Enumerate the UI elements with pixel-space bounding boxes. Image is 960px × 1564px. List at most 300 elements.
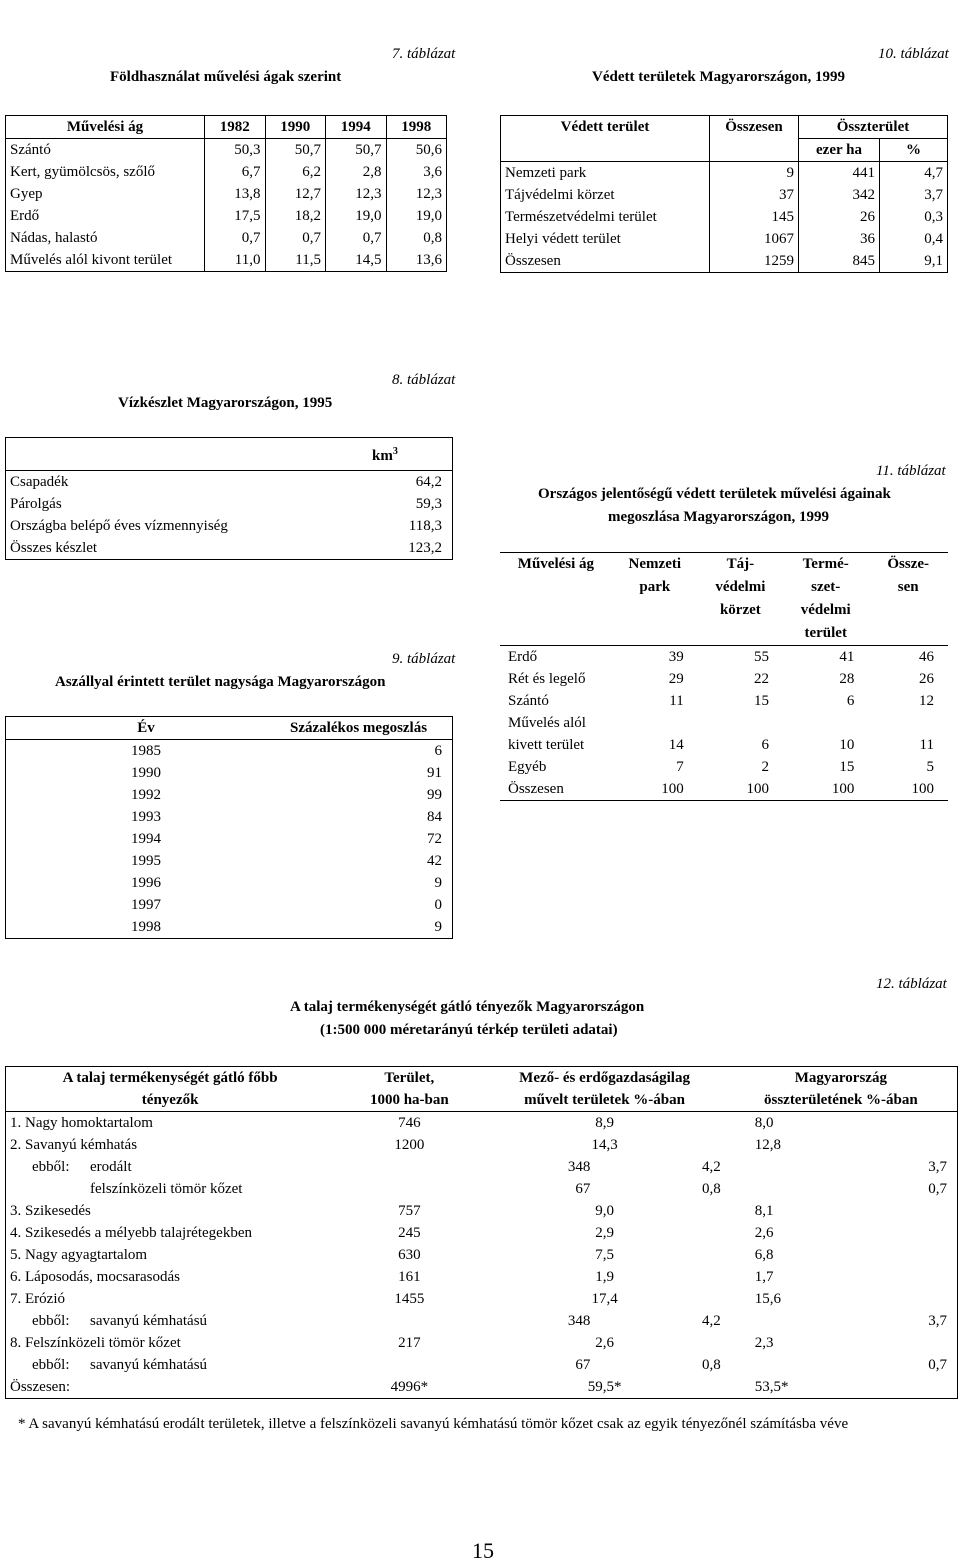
row-label-text: erodált [90, 1159, 132, 1175]
table-cell: 3,7 [725, 1310, 958, 1332]
table-cell: 19,0 [386, 205, 447, 227]
row-label: Összesen [501, 250, 710, 273]
protected-land-use-table [500, 552, 948, 801]
table-cell: 245 [398, 1225, 421, 1241]
table-cell: 11 [669, 693, 684, 709]
table-cell: 15,6 [725, 1288, 958, 1310]
row-label [6, 1310, 335, 1332]
table-cell: 42 [260, 850, 453, 872]
table-cell: 123,2 [314, 537, 453, 560]
table-cell: 50,6 [386, 139, 447, 162]
row-label: 1998 [6, 916, 261, 939]
table-cell: 64,2 [314, 471, 453, 494]
column-header [612, 553, 698, 646]
table-cell: 53,5* [725, 1376, 958, 1399]
row-label [6, 1332, 335, 1354]
table-cell: 84 [260, 806, 453, 828]
table-body [6, 139, 447, 272]
table-cell: 3,6 [386, 161, 447, 183]
t7-label: 7. táblázat [392, 46, 456, 62]
table-cell: 12 [919, 693, 934, 709]
table-cell: 161 [398, 1269, 421, 1285]
unit-header [314, 438, 453, 471]
table-body [6, 740, 453, 939]
table-body [501, 162, 948, 273]
column-header-line: védelmi [800, 602, 851, 618]
table-cell: 1067 [710, 228, 799, 250]
table-cell: 3,7 [880, 184, 948, 206]
table-cell: 59,5* [587, 1379, 622, 1395]
table-body [500, 646, 948, 801]
column-header: 1990 [265, 116, 326, 139]
table-row [501, 250, 948, 273]
row-label: Összes készlet [6, 537, 315, 560]
table-row [6, 1200, 958, 1222]
table-subheader-row [501, 139, 948, 162]
table-cell: 55 [754, 649, 770, 665]
table-cell: 36 [799, 228, 880, 250]
table-cell: 15 [839, 759, 855, 775]
table-cell: 13,6 [386, 249, 447, 272]
table-cell: 13,8 [205, 183, 266, 205]
table-cell: 7 [676, 759, 684, 775]
row-label: kivett terület [508, 737, 585, 753]
table-header-row [6, 116, 447, 139]
t12-label: 12. táblázat [876, 976, 947, 992]
table-header-row [6, 1089, 958, 1112]
t8-title: Vízkészlet Magyarországon, 1995 [118, 395, 333, 411]
table-row [6, 1288, 958, 1310]
table-cell: 67 [575, 1357, 591, 1373]
table-cell: 8,0 [725, 1112, 958, 1135]
table-cell: 0,7 [205, 227, 266, 249]
column-header: 1998 [386, 116, 447, 139]
table-cell: 1,7 [725, 1266, 958, 1288]
table-cell: 59,3 [314, 493, 453, 515]
column-subheader: ezer ha [799, 139, 880, 162]
row-label-text: Összesen: [10, 1379, 70, 1395]
table-cell: 72 [260, 828, 453, 850]
table-cell: 0,8 [701, 1181, 721, 1197]
t11-label: 11. táblázat [876, 463, 946, 479]
row-label: Tájvédelmi körzet [501, 184, 710, 206]
table-cell: 2,9 [595, 1225, 614, 1241]
table-row [500, 690, 948, 712]
column-header-line: Nemzeti [628, 556, 682, 572]
row-label: 1996 [6, 872, 261, 894]
table-cell: 12,7 [265, 183, 326, 205]
row-label-text: 6. Láposodás, mocsarasodás [10, 1269, 180, 1285]
table-cell: 9 [710, 162, 799, 185]
table-header-row [6, 717, 453, 740]
table-row [500, 668, 948, 690]
table-cell: 9,1 [880, 250, 948, 273]
table-cell: 2,6 [595, 1335, 614, 1351]
table-cell: 14,3 [591, 1137, 618, 1153]
column-header: Művelési ág [6, 116, 205, 139]
table-cell: 1259 [710, 250, 799, 273]
table-row [6, 1112, 958, 1135]
protected-areas-table [500, 115, 948, 273]
table-cell: 4,7 [880, 162, 948, 185]
column-header: művelt területek %-ában [524, 1092, 685, 1108]
table-cell: 39 [668, 649, 684, 665]
page-number: 15 [472, 1538, 494, 1563]
table-row [6, 1244, 958, 1266]
table-cell: 0,3 [880, 206, 948, 228]
table-cell: 8,1 [725, 1200, 958, 1222]
row-label [6, 1354, 335, 1376]
table-cell: 12,3 [386, 183, 447, 205]
column-header-line: Művelési ág [517, 556, 595, 572]
row-label-text: 8. Felszínközeli tömör kőzet [10, 1335, 181, 1351]
table-cell: 0,8 [386, 227, 447, 249]
drought-area-table [5, 716, 453, 939]
table-cell: 0,7 [725, 1178, 958, 1200]
table-cell: 4996* [390, 1379, 429, 1395]
table-cell: 67 [575, 1181, 591, 1197]
row-label: Párolgás [6, 493, 315, 515]
row-label: Helyi védett terület [501, 228, 710, 250]
table-row [6, 139, 447, 162]
table-row [6, 249, 447, 272]
column-header: Év [6, 717, 261, 740]
empty-cell [6, 438, 315, 471]
row-label: 1992 [6, 784, 261, 806]
table-cell: 145 [710, 206, 799, 228]
empty-cell [501, 139, 710, 162]
column-subheader: % [880, 139, 948, 162]
water-resources-table [5, 437, 453, 560]
table-cell: 348 [567, 1159, 591, 1175]
t7-title: Földhasználat művelési ágak szerint [110, 69, 342, 85]
table-cell [868, 712, 948, 734]
row-label: 1997 [6, 894, 261, 916]
table-cell: 4,2 [701, 1159, 721, 1175]
column-header: Magyarország [725, 1067, 958, 1090]
row-label: Természetvédelmi terület [501, 206, 710, 228]
row-label: Nemzeti park [501, 162, 710, 185]
row-label [6, 1200, 335, 1222]
row-label-text: 5. Nagy agyagtartalom [10, 1247, 148, 1263]
row-label: 1995 [6, 850, 261, 872]
table-header-row [501, 116, 948, 139]
row-label [6, 1244, 335, 1266]
table-row [6, 894, 453, 916]
column-header [698, 553, 783, 646]
row-prefix: ebből: [32, 1159, 70, 1175]
table-cell: 11,0 [205, 249, 266, 272]
table-row [6, 493, 453, 515]
row-label: Művelés alól [508, 715, 586, 731]
row-label [6, 1288, 335, 1310]
row-label: Rét és legelő [508, 671, 586, 687]
t12-title-line1: A talaj termékenységét gátló tényezők Magyarországon [290, 999, 645, 1015]
table-row [6, 850, 453, 872]
table-cell: 5 [926, 759, 934, 775]
table-cell: 14,5 [326, 249, 387, 272]
table-row [6, 916, 453, 939]
table-cell: 6,8 [725, 1244, 958, 1266]
t11-title-line2: megoszlása Magyarországon, 1999 [608, 509, 829, 525]
table-row [6, 1156, 958, 1178]
table-cell: 99 [260, 784, 453, 806]
land-use-table [5, 115, 447, 272]
row-label-text: 4. Szikesedés a mélyebb talajrétegekben [10, 1225, 252, 1241]
table-cell: 6 [260, 740, 453, 763]
table-row [500, 734, 948, 756]
table-cell: 100 [831, 781, 855, 797]
row-label [6, 1178, 335, 1200]
table-row [501, 206, 948, 228]
table-row [500, 778, 948, 801]
row-label: Művelés alól kivont terület [6, 249, 205, 272]
table-cell: 10 [839, 737, 855, 753]
table-row [500, 756, 948, 778]
table-row [6, 872, 453, 894]
column-header-line: Táj- [726, 556, 755, 572]
column-header: összterületének %-ában [725, 1089, 958, 1112]
table-cell: 19,0 [326, 205, 387, 227]
table-cell: 342 [799, 184, 880, 206]
column-header: Összesen [710, 116, 799, 139]
column-header: A talaj termékenységét gátló főbb [6, 1067, 335, 1090]
column-header: Százalékos megoszlás [260, 717, 453, 740]
t9-label: 9. táblázat [392, 651, 456, 667]
table-cell: 100 [746, 781, 770, 797]
row-label [6, 1222, 335, 1244]
row-label [6, 1112, 335, 1135]
column-header-line: sen [897, 579, 919, 595]
table-cell: 757 [398, 1203, 421, 1219]
table-header-row [6, 1067, 958, 1090]
row-label: 1990 [6, 762, 261, 784]
row-label: Országba belépő éves vízmennyiség [6, 515, 315, 537]
row-label: Gyep [6, 183, 205, 205]
row-label: Erdő [508, 649, 538, 665]
column-header: Védett terület [501, 116, 710, 139]
table-row [6, 1222, 958, 1244]
table-row [6, 784, 453, 806]
table-cell: 15 [754, 693, 770, 709]
table-cell: 37 [710, 184, 799, 206]
table-cell: 630 [398, 1247, 421, 1263]
table-row [6, 1178, 958, 1200]
table-cell: 0,8 [701, 1357, 721, 1373]
t10-label: 10. táblázat [878, 46, 949, 62]
column-header [868, 553, 948, 646]
table-cell: 91 [260, 762, 453, 784]
row-label-text: savanyú kémhatású [90, 1357, 208, 1373]
table-cell: 118,3 [314, 515, 453, 537]
table-cell: 0,4 [880, 228, 948, 250]
table-cell: 9,0 [595, 1203, 614, 1219]
column-header [500, 553, 612, 646]
row-label: Szántó [508, 693, 549, 709]
column-header: 1000 ha-ban [369, 1092, 449, 1108]
row-label-text: felszínközeli tömör kőzet [90, 1181, 243, 1197]
soil-fertility-table [5, 1066, 958, 1399]
t9-title: Aszállyal érintett terület nagysága Magyarországon [55, 674, 386, 690]
column-header-line: körzet [719, 602, 761, 618]
table-cell: 17,4 [591, 1291, 618, 1307]
table-cell: 17,5 [205, 205, 266, 227]
table-row [6, 806, 453, 828]
row-label-text: 2. Savanyú kémhatás [10, 1137, 138, 1153]
table-cell: 441 [799, 162, 880, 185]
table-row [500, 646, 948, 669]
table-row [6, 515, 453, 537]
row-label: Szántó [6, 139, 205, 162]
t12-title-line2: (1:500 000 méretarányú térkép területi adatai) [320, 1022, 618, 1038]
table-row [500, 712, 948, 734]
table-cell: 2 [761, 759, 770, 775]
column-header-line: park [639, 579, 671, 595]
table-row [6, 1266, 958, 1288]
t10-title: Védett területek Magyarországon, 1999 [592, 69, 845, 85]
table-row [6, 828, 453, 850]
table-row [501, 162, 948, 185]
table-row [6, 762, 453, 784]
row-label: 1994 [6, 828, 261, 850]
table-cell: 2,3 [725, 1332, 958, 1354]
table-row [6, 1310, 958, 1332]
table-cell: 50,3 [205, 139, 266, 162]
column-header: 1982 [205, 116, 266, 139]
table-cell: 9 [260, 916, 453, 939]
column-header: Összterület [799, 116, 948, 139]
table-row [6, 471, 453, 494]
column-header: 1994 [326, 116, 387, 139]
table-cell: 0 [260, 894, 453, 916]
table-cell: 50,7 [265, 139, 326, 162]
table-cell: 6 [761, 737, 770, 753]
row-label [6, 1156, 335, 1178]
column-header-line: védelmi [715, 579, 766, 595]
unit-text: km [372, 448, 393, 464]
table-cell: 217 [398, 1335, 421, 1351]
table-cell: 11,5 [265, 249, 326, 272]
table-cell: 4,2 [701, 1313, 721, 1329]
table-row [6, 183, 447, 205]
column-header-line: szet- [811, 579, 841, 595]
table-cell: 14 [668, 737, 684, 753]
row-label-text: savanyú kémhatású [90, 1313, 208, 1329]
column-header [783, 553, 868, 646]
table-cell: 41 [839, 649, 855, 665]
row-label: 1985 [6, 740, 261, 763]
table-row [501, 184, 948, 206]
table-cell: 0,7 [725, 1354, 958, 1376]
table-cell: 6,2 [265, 161, 326, 183]
row-label-text: 1. Nagy homoktartalom [10, 1115, 153, 1131]
table-body [6, 1112, 958, 1399]
row-label: Egyéb [508, 759, 547, 775]
row-label: Kert, gyümölcsös, szőlő [6, 161, 205, 183]
row-label [6, 1266, 335, 1288]
column-header: Terület, [384, 1070, 435, 1086]
table-cell [698, 712, 783, 734]
table-cell: 46 [919, 649, 934, 665]
table-cell: 0,7 [326, 227, 387, 249]
row-prefix: ebből: [32, 1357, 70, 1373]
row-label [6, 1376, 335, 1399]
table-cell: 348 [567, 1313, 591, 1329]
table-cell: 3,7 [725, 1156, 958, 1178]
table-cell: 1,9 [595, 1269, 614, 1285]
row-label: Nádas, halastó [6, 227, 205, 249]
table-cell: 1455 [394, 1291, 425, 1307]
column-header: tényezők [6, 1089, 335, 1112]
table-cell: 26 [919, 671, 934, 687]
row-label: 1993 [6, 806, 261, 828]
table-cell: 100 [911, 781, 934, 797]
table-cell: 2,8 [326, 161, 387, 183]
column-header: Mező- és erdőgazdaságilag [519, 1070, 690, 1086]
table-header-row [6, 438, 453, 471]
table-cell: 2,6 [725, 1222, 958, 1244]
table-row [6, 740, 453, 763]
row-label-text: 7. Erózió [10, 1291, 65, 1307]
table-row [6, 1332, 958, 1354]
row-prefix: ebből: [32, 1313, 70, 1329]
table-row [6, 1134, 958, 1156]
table-cell: 22 [754, 671, 770, 687]
table-cell: 0,7 [265, 227, 326, 249]
table-cell: 845 [799, 250, 880, 273]
table-row [6, 161, 447, 183]
table-cell: 9 [260, 872, 453, 894]
table-header-row [500, 553, 948, 646]
t8-label: 8. táblázat [392, 372, 456, 388]
empty-cell [710, 139, 799, 162]
table-row [6, 1376, 958, 1399]
table-row [6, 1354, 958, 1376]
column-header-line: terület [804, 625, 847, 641]
table-cell: 6 [846, 693, 855, 709]
table-cell: 18,2 [265, 205, 326, 227]
table-row [6, 205, 447, 227]
row-label-text: 3. Szikesedés [10, 1203, 91, 1219]
table-cell: 11 [919, 737, 934, 753]
table-cell: 26 [799, 206, 880, 228]
table-cell: 746 [398, 1115, 421, 1131]
column-header-line: Termé- [802, 556, 849, 572]
row-label [6, 1134, 335, 1156]
table-row [6, 227, 447, 249]
table-row [6, 537, 453, 560]
row-label: Összesen [508, 781, 564, 797]
table-body [6, 471, 453, 560]
table-cell: 50,7 [326, 139, 387, 162]
table-cell: 8,9 [595, 1115, 614, 1131]
table-cell: 7,5 [595, 1247, 614, 1263]
table-cell [612, 712, 698, 734]
unit-superscript: 3 [392, 446, 398, 457]
table-cell: 6,7 [205, 161, 266, 183]
t12-footnote: * A savanyú kémhatású erodált területek, illetve a felszínközeli savanyú kémhatású tömör kőzet csak az egyik tényezőnél számításba véve [18, 1416, 849, 1432]
column-header-line: Össze- [887, 556, 930, 572]
table-cell: 29 [668, 671, 684, 687]
row-label: Erdő [6, 205, 205, 227]
table-cell: 12,3 [326, 183, 387, 205]
table-row [501, 228, 948, 250]
table-cell: 28 [839, 671, 855, 687]
table-cell: 12,8 [725, 1134, 958, 1156]
row-label: Csapadék [6, 471, 315, 494]
t11-title-line1: Országos jelentőségű védett területek művelési ágainak [538, 486, 891, 502]
table-cell [783, 712, 868, 734]
